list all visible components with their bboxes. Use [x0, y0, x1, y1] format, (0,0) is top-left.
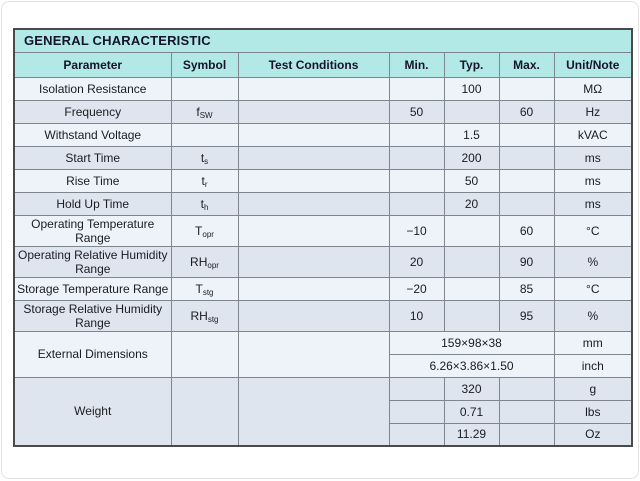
conditions-cell: [238, 100, 389, 123]
max-cell: [499, 169, 554, 192]
max-cell: 60: [499, 215, 554, 246]
param-cell: Start Time: [14, 146, 171, 169]
table-row-external-dimensions-mm: [14, 331, 632, 354]
max-cell: [499, 123, 554, 146]
symbol-cell: [171, 246, 238, 277]
col-header-max: Max.: [499, 52, 554, 77]
min-cell: −10: [389, 215, 444, 246]
typ-cell: 0.71: [444, 400, 499, 423]
max-cell: [499, 377, 554, 400]
symbol-cell: [171, 123, 238, 146]
symbol-cell: [171, 77, 238, 100]
conditions-cell: [238, 77, 389, 100]
table-row-operating-relative-humidity-range: [14, 246, 632, 277]
typ-cell: 1.5: [444, 123, 499, 146]
symbol-base: RH: [190, 254, 208, 269]
param-cell: Rise Time: [14, 169, 171, 192]
symbol-cell: [171, 331, 238, 377]
col-header-min: Min.: [389, 52, 444, 77]
unit-cell: Hz: [554, 100, 632, 123]
table-row-operating-temperature-range: [14, 215, 632, 246]
symbol-cell: [171, 100, 238, 123]
symbol-sub: r: [204, 179, 208, 189]
max-cell: [499, 400, 554, 423]
dimensions-value-cell: 6.26×3.86×1.50: [389, 354, 554, 377]
typ-cell: 11.29: [444, 423, 499, 446]
min-cell: [389, 423, 444, 446]
typ-cell: 50: [444, 169, 499, 192]
unit-cell: %: [554, 246, 632, 277]
param-cell: External Dimensions: [14, 331, 171, 377]
unit-cell: %: [554, 300, 632, 331]
param-cell: Operating Relative Humidity Range: [14, 246, 171, 277]
symbol-sub: stg: [207, 314, 219, 324]
conditions-cell: [238, 277, 389, 300]
col-header-unit: Unit/Note: [554, 52, 632, 77]
conditions-cell: [238, 246, 389, 277]
symbol-cell: [171, 146, 238, 169]
max-cell: [499, 192, 554, 215]
symbol-sub: SW: [199, 110, 213, 120]
col-header-typ: Typ.: [444, 52, 499, 77]
typ-cell: 200: [444, 146, 499, 169]
conditions-cell: [238, 123, 389, 146]
typ-cell: [444, 215, 499, 246]
symbol-base: t: [201, 173, 205, 188]
param-cell: Frequency: [14, 100, 171, 123]
symbol-base: T: [195, 281, 203, 296]
unit-cell: kVAC: [554, 123, 632, 146]
min-cell: 20: [389, 246, 444, 277]
symbol-base: RH: [190, 308, 208, 323]
unit-cell: lbs: [554, 400, 632, 423]
symbol-base: t: [200, 150, 205, 165]
col-header-test-conditions: Test Conditions: [238, 52, 389, 77]
min-cell: [389, 400, 444, 423]
param-cell: Weight: [14, 377, 171, 446]
table-header-row: [14, 52, 632, 77]
conditions-cell: [238, 169, 389, 192]
min-cell: 10: [389, 300, 444, 331]
max-cell: [499, 77, 554, 100]
typ-cell: 320: [444, 377, 499, 400]
symbol-sub: h: [203, 202, 209, 212]
dimensions-value-cell: 159×98×38: [389, 331, 554, 354]
param-cell: Isolation Resistance: [14, 77, 171, 100]
col-header-parameter: Parameter: [14, 52, 171, 77]
unit-cell: °C: [554, 215, 632, 246]
param-cell: Operating Temperature Range: [14, 215, 171, 246]
page: [1, 1, 639, 479]
typ-cell: 100: [444, 77, 499, 100]
min-cell: [389, 377, 444, 400]
unit-cell: °C: [554, 277, 632, 300]
param-cell: Storage Temperature Range: [14, 277, 171, 300]
typ-cell: [444, 100, 499, 123]
table-title: GENERAL CHARACTERISTIC: [14, 29, 632, 52]
col-header-symbol: Symbol: [171, 52, 238, 77]
max-cell: 95: [499, 300, 554, 331]
conditions-cell: [238, 192, 389, 215]
min-cell: [389, 192, 444, 215]
symbol-sub: opr: [207, 260, 219, 270]
symbol-base: t: [200, 196, 204, 211]
param-cell: Withstand Voltage: [14, 123, 171, 146]
table-row-weight-g: [14, 377, 632, 400]
unit-cell: ms: [554, 146, 632, 169]
conditions-cell: [238, 331, 389, 377]
max-cell: [499, 146, 554, 169]
symbol-base: T: [195, 223, 203, 238]
table-row-storage-relative-humidity-range: [14, 300, 632, 331]
conditions-cell: [238, 146, 389, 169]
param-cell: Storage Relative Humidity Range: [14, 300, 171, 331]
table-row-storage-temperature-range: [14, 277, 632, 300]
unit-cell: MΩ: [554, 77, 632, 100]
symbol-cell: [171, 377, 238, 446]
unit-cell: ms: [554, 192, 632, 215]
max-cell: [499, 423, 554, 446]
typ-cell: 20: [444, 192, 499, 215]
symbol-cell: [171, 277, 238, 300]
table-row-start-time: [14, 146, 632, 169]
max-cell: 90: [499, 246, 554, 277]
unit-cell: mm: [554, 331, 632, 354]
symbol-sub: stg: [202, 287, 214, 297]
symbol-base: f: [196, 104, 200, 119]
symbol-sub: s: [204, 156, 209, 166]
table-row-isolation-resistance: [14, 77, 632, 100]
typ-cell: [444, 300, 499, 331]
table-row-rise-time: [14, 169, 632, 192]
symbol-cell: [171, 300, 238, 331]
table-row-frequency: [14, 100, 632, 123]
conditions-cell: [238, 300, 389, 331]
unit-cell: Oz: [554, 423, 632, 446]
conditions-cell: [238, 377, 389, 446]
max-cell: 85: [499, 277, 554, 300]
min-cell: [389, 146, 444, 169]
min-cell: [389, 77, 444, 100]
typ-cell: [444, 277, 499, 300]
param-cell: Hold Up Time: [14, 192, 171, 215]
table-row-hold-up-time: [14, 192, 632, 215]
unit-cell: ms: [554, 169, 632, 192]
symbol-sub: opr: [202, 229, 214, 239]
symbol-cell: [171, 192, 238, 215]
symbol-cell: [171, 169, 238, 192]
typ-cell: [444, 246, 499, 277]
max-cell: 60: [499, 100, 554, 123]
table-row-withstand-voltage: [14, 123, 632, 146]
unit-cell: inch: [554, 354, 632, 377]
table-title-row: [14, 29, 632, 52]
general-characteristic-table: [13, 28, 633, 447]
conditions-cell: [238, 215, 389, 246]
min-cell: 50: [389, 100, 444, 123]
min-cell: [389, 123, 444, 146]
unit-cell: g: [554, 377, 632, 400]
min-cell: −20: [389, 277, 444, 300]
symbol-cell: [171, 215, 238, 246]
min-cell: [389, 169, 444, 192]
